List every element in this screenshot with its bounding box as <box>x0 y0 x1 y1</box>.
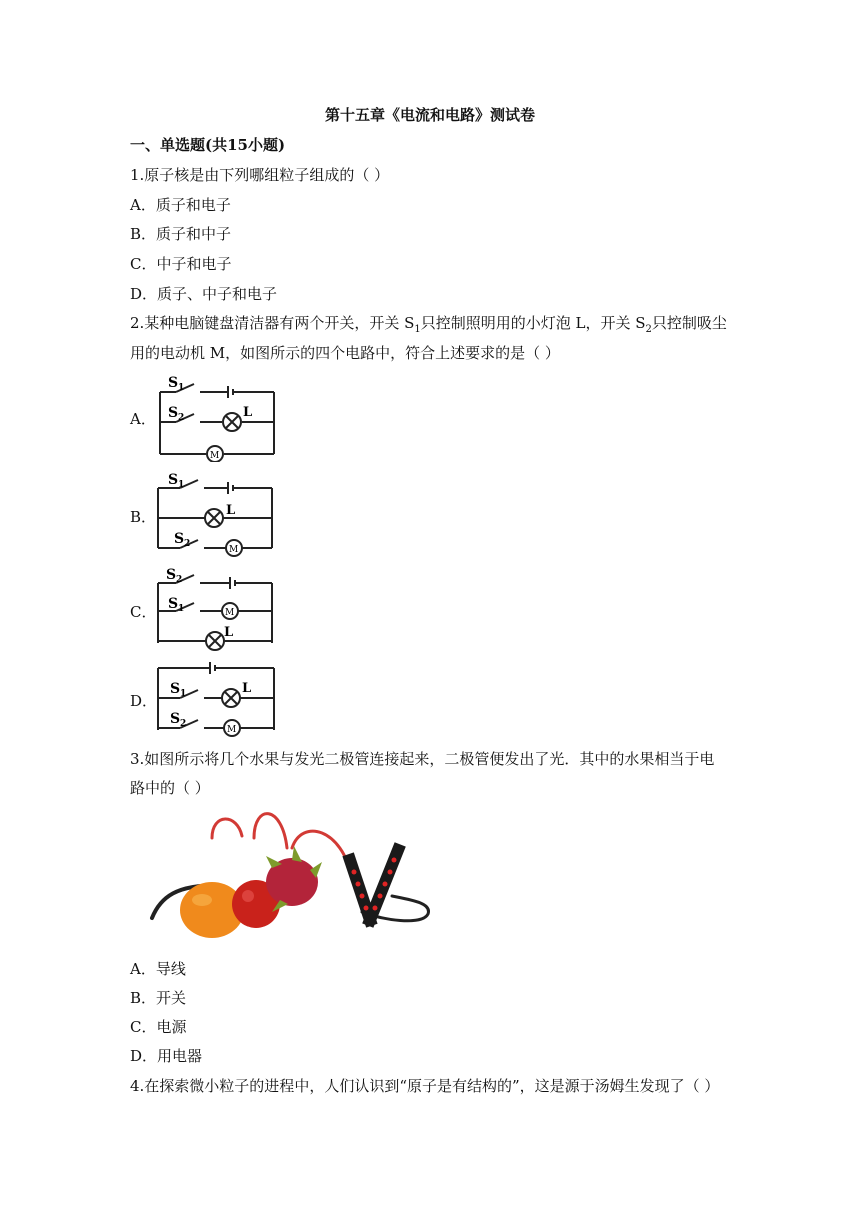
label-motor: M <box>227 725 237 735</box>
question-1-stem: 1.原子核是由下列哪组粒子组成的（ ） <box>130 166 390 184</box>
label-s2-sub: 2 <box>184 539 191 549</box>
label-s1: S <box>170 681 181 697</box>
label-motor: M <box>229 545 239 555</box>
q3-option-a: A．导线 <box>130 960 186 978</box>
label-lamp: L <box>242 681 252 696</box>
circuit-diagram-a <box>154 372 278 462</box>
q3-option-d: D．用电器 <box>130 1047 203 1065</box>
question-3-stem-line2: 路中的（ ） <box>130 779 210 797</box>
q1-option-b: B．质子和中子 <box>130 225 232 243</box>
label-s2: S <box>174 531 185 547</box>
q2-option-a-label: A． <box>130 410 156 428</box>
label-s1-sub: 1 <box>178 480 185 490</box>
q3-option-b: B．开关 <box>130 989 187 1007</box>
label-s2: S <box>166 567 177 583</box>
label-lamp: L <box>226 503 236 518</box>
q2-sub-2: 2 <box>645 324 652 335</box>
page-title: 第十五章《电流和电路》测试卷 <box>324 106 535 124</box>
label-motor: M <box>225 608 235 618</box>
question-2-stem-line2: 用的电动机 M，如图所示的四个电路中，符合上述要求的是（ ） <box>130 344 560 362</box>
label-s1-sub: 1 <box>178 604 185 614</box>
question-3-stem-line1: 3.如图所示将几个水果与发光二极管连接起来，二极管便发出了光．其中的水果相当于电 <box>130 750 715 768</box>
fruit-battery-photo <box>142 808 438 940</box>
label-s1: S <box>168 375 179 391</box>
label-s1-sub: 1 <box>180 689 187 699</box>
label-s2: S <box>168 405 179 421</box>
q2-stem-part-b: 只控制照明用的小灯泡 L，开关 S <box>420 314 646 332</box>
q1-option-d: D．质子、中子和电子 <box>130 285 278 303</box>
label-s2-sub: 2 <box>178 413 185 423</box>
label-s1-sub: 1 <box>178 383 185 393</box>
q1-option-a: A．质子和电子 <box>130 196 231 214</box>
section-heading: 一、单选题(共15小题) <box>130 136 286 154</box>
q2-option-b-label: B． <box>130 508 157 526</box>
label-lamp: L <box>243 405 253 420</box>
label-motor: M <box>210 451 220 461</box>
question-2-stem-line1 <box>130 312 727 335</box>
label-s2-sub: 2 <box>180 719 187 729</box>
q2-sub-1: 1 <box>414 324 421 335</box>
q2-option-d-label: D． <box>130 692 158 710</box>
q2-stem-part-c: 只控制吸尘 <box>651 314 727 332</box>
label-s2: S <box>170 711 181 727</box>
label-s2-sub: 2 <box>176 575 183 585</box>
q1-option-c: C．中子和电子 <box>130 255 232 273</box>
label-lamp: L <box>224 625 234 640</box>
label-s1: S <box>168 472 179 488</box>
q3-option-c: C．电源 <box>130 1018 187 1036</box>
circuit-diagram-d <box>154 660 278 738</box>
question-4-stem: 4.在探索微小粒子的进程中，人们认识到“原子是有结构的”，这是源于汤姆生发现了（ ） <box>130 1077 720 1095</box>
circuit-diagram-c <box>154 563 278 653</box>
q2-option-c-label: C． <box>130 603 157 621</box>
label-s1: S <box>168 596 179 612</box>
circuit-diagram-b <box>154 468 278 558</box>
q2-stem-part-a: 2.某种电脑键盘清洁器有两个开关，开关 S <box>130 314 415 332</box>
